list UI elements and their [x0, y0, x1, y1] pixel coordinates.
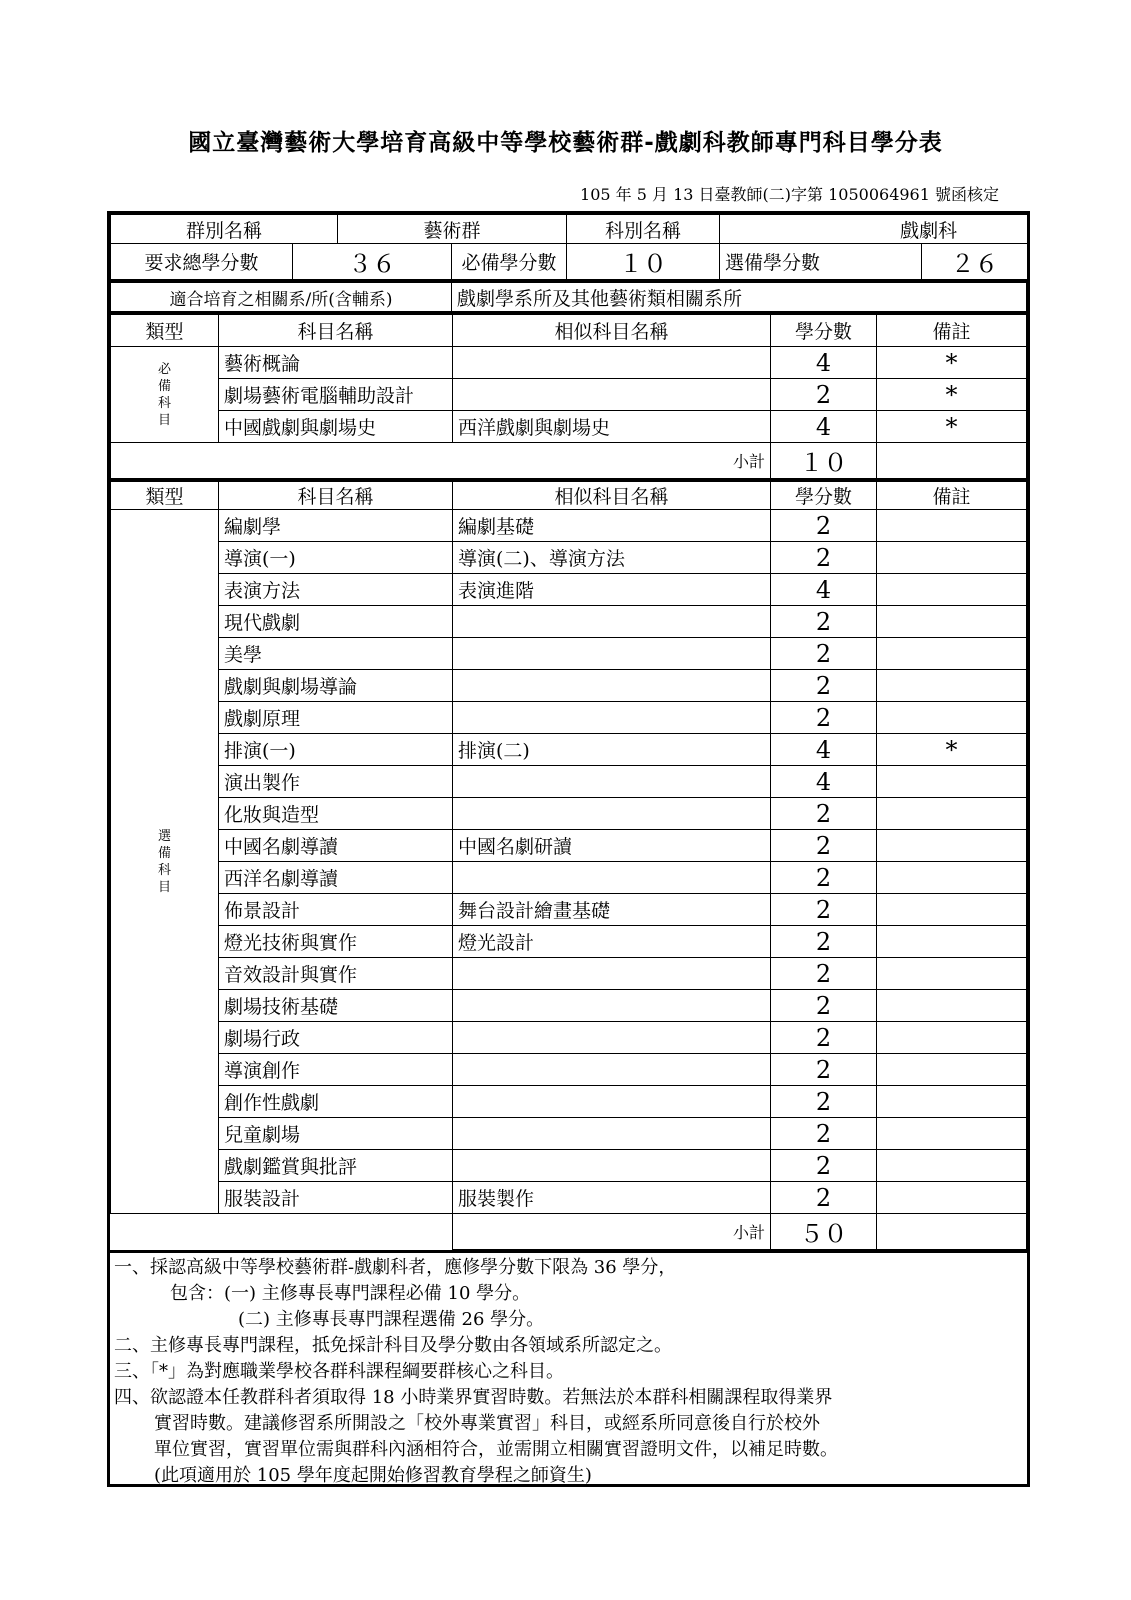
similar-course-name	[453, 798, 771, 830]
course-name: 兒童劇場	[219, 1118, 453, 1150]
course-row	[111, 862, 1027, 894]
course-name: 中國名劇導讀	[219, 830, 453, 862]
header-similar: 相似科目名稱	[453, 481, 771, 510]
course-name: 音效設計與實作	[219, 958, 453, 990]
course-name: 劇場藝術電腦輔助設計	[219, 379, 453, 411]
required-type-label	[111, 347, 219, 443]
credits: 2	[771, 1118, 877, 1150]
course-row	[111, 510, 1027, 542]
required-table	[110, 312, 1027, 479]
course-row	[111, 542, 1027, 574]
credits: 2	[771, 542, 877, 574]
credits: 4	[771, 347, 877, 379]
note-line: (二) 主修專長專門課程選備 26 學分。	[238, 1309, 545, 1330]
course-name: 現代戲劇	[219, 606, 453, 638]
header-note: 備註	[877, 481, 1027, 510]
similar-course-name	[453, 1118, 771, 1150]
course-row	[111, 379, 1027, 411]
course-name: 戲劇與劇場導論	[219, 670, 453, 702]
credits: 2	[771, 510, 877, 542]
similar-course-name	[453, 1086, 771, 1118]
credits: 2	[771, 1054, 877, 1086]
similar-course-name: 編劇基礎	[453, 510, 771, 542]
note-line: 三、「*」為對應職業學校各群科課程綱要群核心之科目。	[114, 1361, 564, 1382]
similar-course-name: 中國名劇研讀	[453, 830, 771, 862]
note	[877, 542, 1027, 574]
note	[877, 1022, 1027, 1054]
credits: 2	[771, 894, 877, 926]
note: *	[877, 379, 1027, 411]
note	[877, 1150, 1027, 1182]
info-table	[110, 214, 1028, 280]
similar-course-name	[453, 379, 771, 411]
course-row	[111, 638, 1027, 670]
total-credits-value: ３６	[293, 244, 452, 280]
elective-table	[110, 479, 1027, 1250]
course-name: 燈光技術與實作	[219, 926, 453, 958]
course-row	[111, 766, 1027, 798]
credits: 2	[771, 1086, 877, 1118]
course-row	[111, 1182, 1027, 1214]
type-label-char: 科	[157, 395, 171, 411]
course-row	[111, 1054, 1027, 1086]
elective-credits-value: ２６	[922, 244, 1028, 280]
elective-subtotal-spacer	[111, 1214, 453, 1250]
similar-course-name: 燈光設計	[453, 926, 771, 958]
similar-course-name: 服裝製作	[453, 1182, 771, 1214]
credits: 2	[771, 1150, 877, 1182]
course-row	[111, 1086, 1027, 1118]
course-name: 導演創作	[219, 1054, 453, 1086]
credits: 4	[771, 411, 877, 443]
similar-course-name: 表演進階	[453, 574, 771, 606]
course-row	[111, 670, 1027, 702]
header-type: 類型	[111, 314, 219, 347]
credits: 4	[771, 734, 877, 766]
required-subtotal-label: 小計	[111, 443, 771, 479]
note-line: 包含：(一) 主修專長專門課程必備 10 學分。	[170, 1283, 531, 1304]
similar-course-name	[453, 670, 771, 702]
page-title: 國立臺灣藝術大學培育高級中等學校藝術群-戲劇科教師專門科目學分表	[188, 130, 943, 156]
course-row	[111, 1150, 1027, 1182]
dept-value: 戲劇學系所及其他藝術類相關系所	[452, 282, 1027, 312]
credits: 2	[771, 670, 877, 702]
note	[877, 702, 1027, 734]
course-name: 美學	[219, 638, 453, 670]
total-credits-label: 要求總學分數	[111, 244, 293, 280]
credits: 2	[771, 606, 877, 638]
course-name: 排演(一)	[219, 734, 453, 766]
note	[877, 510, 1027, 542]
note	[877, 766, 1027, 798]
credits: 2	[771, 958, 877, 990]
required-subtotal-value: １０	[771, 443, 877, 479]
note-line: 四、欲認證本任教群科者須取得 18 小時業界實習時數。若無法於本群科相關課程取得業界	[114, 1387, 833, 1408]
note: *	[877, 411, 1027, 443]
elective-type-label	[111, 510, 219, 1214]
elective-subtotal-note	[877, 1214, 1027, 1250]
note	[877, 1118, 1027, 1150]
required-credits-value: １０	[567, 244, 720, 280]
course-name: 演出製作	[219, 766, 453, 798]
note	[877, 798, 1027, 830]
course-name: 戲劇原理	[219, 702, 453, 734]
note	[877, 990, 1027, 1022]
header-similar: 相似科目名稱	[453, 314, 771, 347]
course-row	[111, 411, 1027, 443]
course-row	[111, 702, 1027, 734]
course-name: 化妝與造型	[219, 798, 453, 830]
type-label-char: 必	[157, 361, 171, 377]
similar-course-name	[453, 702, 771, 734]
course-name: 表演方法	[219, 574, 453, 606]
elective-credits-label: 選備學分數	[720, 244, 922, 280]
elective-subtotal-value: ５０	[771, 1214, 877, 1250]
similar-course-name: 導演(二)、導演方法	[453, 542, 771, 574]
note	[877, 830, 1027, 862]
course-name: 佈景設計	[219, 894, 453, 926]
course-row	[111, 990, 1027, 1022]
course-row	[111, 347, 1027, 379]
note: *	[877, 734, 1027, 766]
note	[877, 1182, 1027, 1214]
type-label-char: 目	[157, 412, 171, 428]
note	[877, 926, 1027, 958]
course-row	[111, 606, 1027, 638]
credits: 2	[771, 379, 877, 411]
course-row	[111, 1118, 1027, 1150]
similar-course-name	[453, 1150, 771, 1182]
type-label-char: 備	[157, 378, 171, 394]
note	[877, 606, 1027, 638]
dept-table	[110, 280, 1027, 312]
course-name: 藝術概論	[219, 347, 453, 379]
note-line: 實習時數。建議修習系所開設之「校外專業實習」科目，或經系所同意後自行於校外	[154, 1413, 820, 1434]
similar-course-name	[453, 990, 771, 1022]
course-row	[111, 830, 1027, 862]
course-name: 劇場技術基礎	[219, 990, 453, 1022]
credits: 2	[771, 638, 877, 670]
course-name: 西洋名劇導讀	[219, 862, 453, 894]
similar-course-name	[453, 1054, 771, 1086]
note-line: 二、主修專長專門課程，抵免採計科目及學分數由各領域系所認定之。	[114, 1335, 672, 1356]
course-name: 中國戲劇與劇場史	[219, 411, 453, 443]
credits: 2	[771, 862, 877, 894]
course-name: 戲劇鑑賞與批評	[219, 1150, 453, 1182]
type-label-char: 目	[157, 879, 171, 895]
note	[877, 638, 1027, 670]
course-name: 編劇學	[219, 510, 453, 542]
type-label-char: 科	[157, 862, 171, 878]
course-row	[111, 926, 1027, 958]
credit-table-sheet	[107, 211, 1030, 1487]
note	[877, 862, 1027, 894]
note	[877, 670, 1027, 702]
header-course: 科目名稱	[219, 481, 453, 510]
note: *	[877, 347, 1027, 379]
similar-course-name: 西洋戲劇與劇場史	[453, 411, 771, 443]
group-label: 群別名稱	[111, 215, 338, 244]
course-row	[111, 734, 1027, 766]
similar-course-name	[453, 766, 771, 798]
group-value: 藝術群	[338, 215, 567, 244]
note-line: (此項適用於 105 學年度起開始修習教育學程之師資生)	[154, 1465, 592, 1486]
note	[877, 958, 1027, 990]
credits: 2	[771, 830, 877, 862]
elective-subtotal-label: 小計	[453, 1214, 771, 1250]
note	[877, 894, 1027, 926]
course-name: 劇場行政	[219, 1022, 453, 1054]
course-row	[111, 798, 1027, 830]
notes-section	[110, 1250, 1027, 1489]
required-credits-label: 必備學分數	[452, 244, 567, 280]
note	[877, 1086, 1027, 1118]
similar-course-name	[453, 347, 771, 379]
credits: 2	[771, 926, 877, 958]
similar-course-name	[453, 862, 771, 894]
similar-course-name	[453, 1022, 771, 1054]
course-row	[111, 1022, 1027, 1054]
similar-course-name	[453, 638, 771, 670]
note-line: 一、採認高級中等學校藝術群-戲劇科者，應修學分數下限為 36 學分，	[114, 1257, 677, 1278]
credits: 2	[771, 1022, 877, 1054]
note-line: 單位實習，實習單位需與群科內涵相符合，並需開立相關實習證明文件，以補足時數。	[154, 1439, 838, 1460]
type-label-char: 備	[157, 845, 171, 861]
header-type: 類型	[111, 481, 219, 510]
course-name: 導演(一)	[219, 542, 453, 574]
course-name: 服裝設計	[219, 1182, 453, 1214]
type-label-char: 選	[157, 828, 171, 844]
header-course: 科目名稱	[219, 314, 453, 347]
course-row	[111, 958, 1027, 990]
credits: 2	[771, 1182, 877, 1214]
dept-label: 適合培育之相關系/所(含輔系)	[111, 282, 452, 312]
header-credits: 學分數	[771, 314, 877, 347]
credits: 2	[771, 702, 877, 734]
subject-label: 科別名稱	[567, 215, 720, 244]
note	[877, 574, 1027, 606]
credits: 4	[771, 766, 877, 798]
required-subtotal-note	[877, 443, 1027, 479]
header-note: 備註	[877, 314, 1027, 347]
approval-reference: 105 年 5 月 13 日臺教師(二)字第 1050064961 號函核定	[580, 185, 999, 204]
similar-course-name	[453, 606, 771, 638]
credits: 2	[771, 798, 877, 830]
similar-course-name: 排演(二)	[453, 734, 771, 766]
course-row	[111, 574, 1027, 606]
course-name: 創作性戲劇	[219, 1086, 453, 1118]
note	[877, 1054, 1027, 1086]
subject-value: 戲劇科	[720, 215, 1028, 244]
header-credits: 學分數	[771, 481, 877, 510]
course-row	[111, 894, 1027, 926]
credits: 2	[771, 990, 877, 1022]
similar-course-name	[453, 958, 771, 990]
similar-course-name: 舞台設計繪畫基礎	[453, 894, 771, 926]
credits: 4	[771, 574, 877, 606]
